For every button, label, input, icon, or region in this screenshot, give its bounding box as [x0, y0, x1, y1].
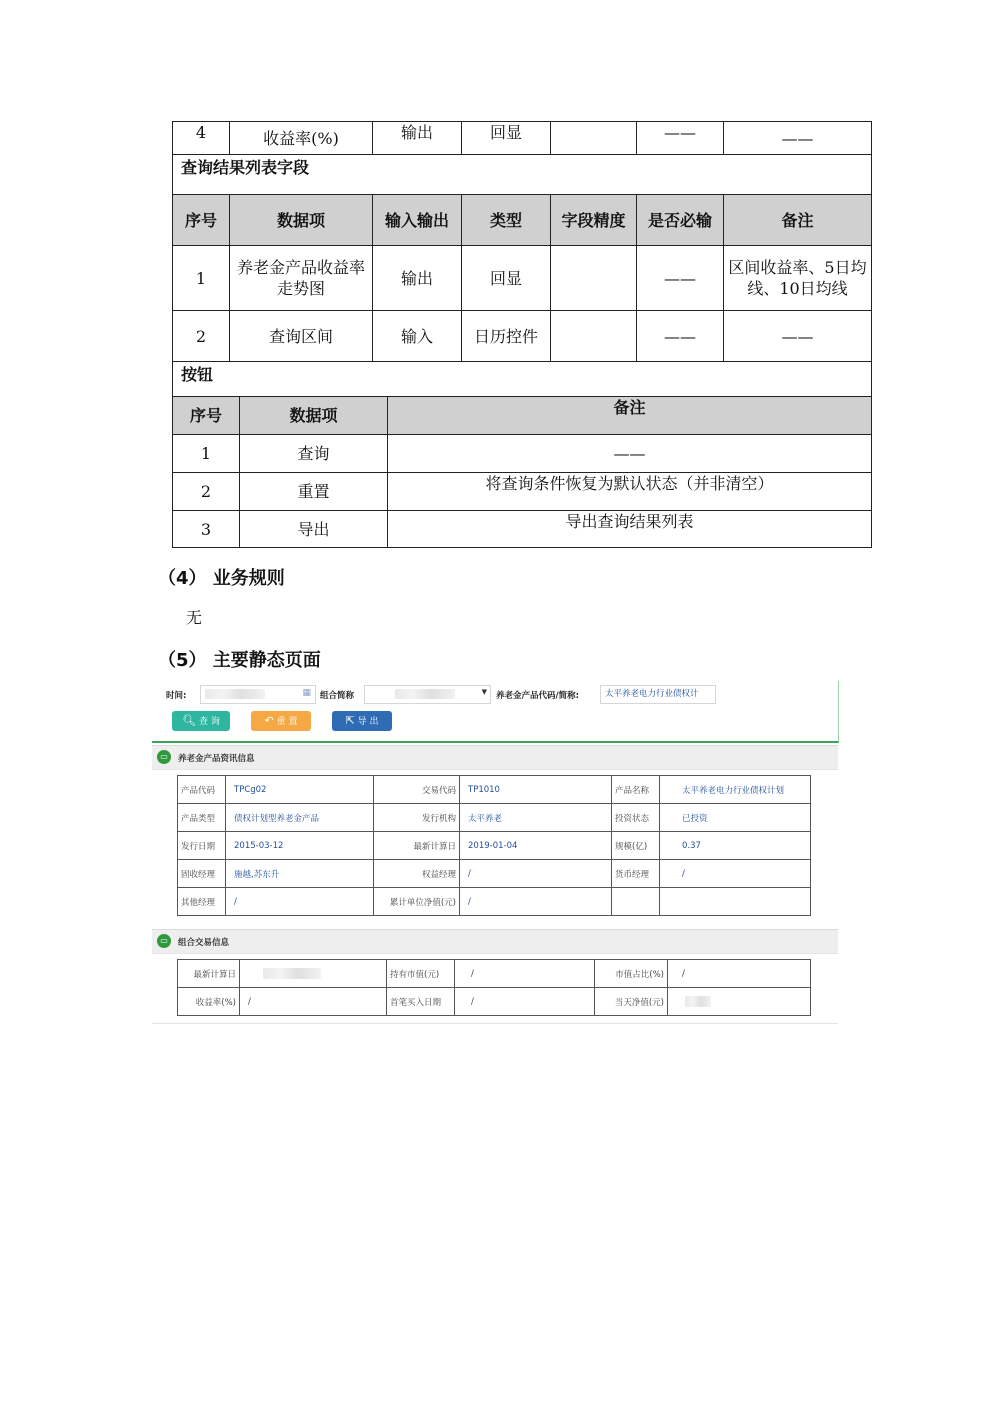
info-value: 太平养老电力行业债权计划 [660, 776, 811, 804]
redacted-value [205, 689, 265, 699]
section-row [173, 155, 872, 195]
table-row [178, 888, 811, 916]
cell-type: 日历控件 [462, 311, 551, 362]
header-io: 输入输出 [373, 195, 462, 246]
table-row [178, 804, 811, 832]
cell-item: 查询区间 [230, 311, 373, 362]
info-key: 固收经理 [178, 860, 226, 888]
trade-key: 当天净值(元) [595, 988, 668, 1016]
product-label: 养老金产品代码/简称: [496, 691, 580, 701]
section-title: 养老金产品资讯信息 [178, 754, 255, 764]
table-row [173, 511, 872, 548]
cell-no: 3 [173, 511, 240, 548]
info-value: 已投资 [660, 804, 811, 832]
trade-value: / [240, 988, 387, 1016]
table-row [173, 246, 872, 311]
header-type: 类型 [462, 195, 551, 246]
monitor-icon: ▭ [157, 934, 171, 948]
trade-value-redacted [668, 988, 811, 1016]
info-key: 产品类型 [178, 804, 226, 832]
info-value: / [460, 888, 612, 916]
table-row [178, 960, 811, 988]
info-value-empty [660, 888, 811, 916]
header-required: 是否必输 [637, 195, 724, 246]
static-page-screenshot [152, 681, 840, 1024]
trade-info-table [177, 959, 811, 1016]
divider [152, 1023, 838, 1024]
info-value: 施越,苏东升 [226, 860, 374, 888]
info-key-empty [612, 888, 660, 916]
header-row [173, 397, 872, 435]
info-value: / [460, 860, 612, 888]
cell-item: 重置 [240, 473, 388, 511]
time-input[interactable] [200, 685, 316, 704]
info-key: 累计单位净值(元) [374, 888, 460, 916]
info-value: / [226, 888, 374, 916]
cell-type: 回显 [462, 246, 551, 311]
info-key: 投资状态 [612, 804, 660, 832]
trade-key: 最新计算日 [178, 960, 240, 988]
info-key: 发行机构 [374, 804, 460, 832]
cell-io: 输入 [373, 311, 462, 362]
table-row [178, 776, 811, 804]
query-button[interactable] [172, 711, 230, 731]
undo-icon: ↶ [264, 714, 274, 727]
info-value: 0.37 [660, 832, 811, 860]
section-title: 组合交易信息 [178, 938, 230, 948]
cell-precision [551, 311, 637, 362]
info-key: 其他经理 [178, 888, 226, 916]
table-row [178, 860, 811, 888]
cell-precision [551, 122, 637, 155]
export-button[interactable] [332, 711, 392, 731]
trade-key: 持有市值(元) [387, 960, 455, 988]
table-row [173, 311, 872, 362]
cell-no: 1 [173, 435, 240, 473]
cell-required: —— [637, 246, 724, 311]
info-value: TP1010 [460, 776, 612, 804]
cell-no: 2 [173, 311, 230, 362]
section-row [173, 362, 872, 397]
cell-no: 4 [173, 122, 230, 155]
info-value: 2015-03-12 [226, 832, 374, 860]
cell-precision [551, 246, 637, 311]
trade-key: 市值占比(%) [595, 960, 668, 988]
header-remark: 备注 [724, 195, 872, 246]
cell-required: —— [637, 122, 724, 155]
section-bar-product-info [152, 745, 838, 770]
cell-item: 养老金产品收益率走势图 [230, 246, 373, 311]
rules-heading: （4） 业务规则 [158, 568, 285, 589]
header-remark: 备注 [388, 397, 872, 435]
section-title-list: 查询结果列表字段 [173, 155, 872, 195]
info-key: 最新计算日 [374, 832, 460, 860]
trade-value: / [455, 988, 595, 1016]
cell-remark: 区间收益率、5日均线、10日均线 [724, 246, 872, 311]
header-no: 序号 [173, 195, 230, 246]
info-key: 产品代码 [178, 776, 226, 804]
cell-item: 收益率(%) [230, 122, 373, 155]
export-button-label: 导 出 [357, 717, 379, 727]
button-spec-table [172, 396, 872, 548]
cell-remark: —— [724, 122, 872, 155]
trade-value: / [455, 960, 595, 988]
redacted-value [395, 689, 455, 699]
cell-item: 查询 [240, 435, 388, 473]
table-row [173, 435, 872, 473]
cell-item: 导出 [240, 511, 388, 548]
info-key: 规模(亿) [612, 832, 660, 860]
calendar-icon[interactable]: ▦ [302, 688, 311, 698]
cell-io: 输出 [373, 246, 462, 311]
table-row [173, 122, 872, 155]
reset-button-label: 重 置 [276, 717, 298, 727]
cell-no: 2 [173, 473, 240, 511]
info-key: 权益经理 [374, 860, 460, 888]
reset-button[interactable] [251, 711, 311, 731]
cell-required: —— [637, 311, 724, 362]
header-item: 数据项 [240, 397, 388, 435]
portfolio-label: 组合简称 [320, 691, 355, 701]
cell-remark: 将查询条件恢复为默认状态（并非清空） [388, 473, 872, 511]
section-title-buttons: 按钮 [173, 362, 872, 397]
time-label: 时间: [166, 691, 187, 701]
header-no: 序号 [173, 397, 240, 435]
info-key: 发行日期 [178, 832, 226, 860]
info-key: 产品名称 [612, 776, 660, 804]
info-value: 太平养老 [460, 804, 612, 832]
export-icon: ⇱ [345, 714, 355, 727]
product-info-table [177, 775, 811, 916]
cell-remark: 导出查询结果列表 [388, 511, 872, 548]
chevron-down-icon: ▼ [481, 688, 487, 696]
portfolio-select[interactable] [364, 685, 491, 704]
rules-body: 无 [186, 608, 203, 627]
search-icon: 🔍︎ [182, 714, 197, 727]
header-row [173, 195, 872, 246]
table-row [178, 988, 811, 1016]
query-button-label: 查 询 [198, 717, 220, 727]
info-key: 货币经理 [612, 860, 660, 888]
info-value: / [660, 860, 811, 888]
monitor-icon: ▭ [157, 750, 171, 764]
trade-key: 收益率(%) [178, 988, 240, 1016]
header-precision: 字段精度 [551, 195, 637, 246]
cell-remark: —— [724, 311, 872, 362]
static-page-heading: （5） 主要静态页面 [158, 650, 321, 671]
info-value: 2019-01-04 [460, 832, 612, 860]
trade-value: / [668, 960, 811, 988]
cell-io: 输出 [373, 122, 462, 155]
info-value: TPCg02 [226, 776, 374, 804]
info-key: 交易代码 [374, 776, 460, 804]
cell-remark: —— [388, 435, 872, 473]
section-bar-trade-info [152, 929, 838, 954]
trade-value-redacted [240, 960, 387, 988]
product-input[interactable]: 太平养老电力行业债权计 [600, 685, 716, 704]
field-spec-table [172, 121, 872, 397]
trade-key: 首笔买入日期 [387, 988, 455, 1016]
table-row [173, 473, 872, 511]
info-value: 债权计划型养老金产品 [226, 804, 374, 832]
cell-type: 回显 [462, 122, 551, 155]
header-item: 数据项 [230, 195, 373, 246]
cell-no: 1 [173, 246, 230, 311]
table-row [178, 832, 811, 860]
